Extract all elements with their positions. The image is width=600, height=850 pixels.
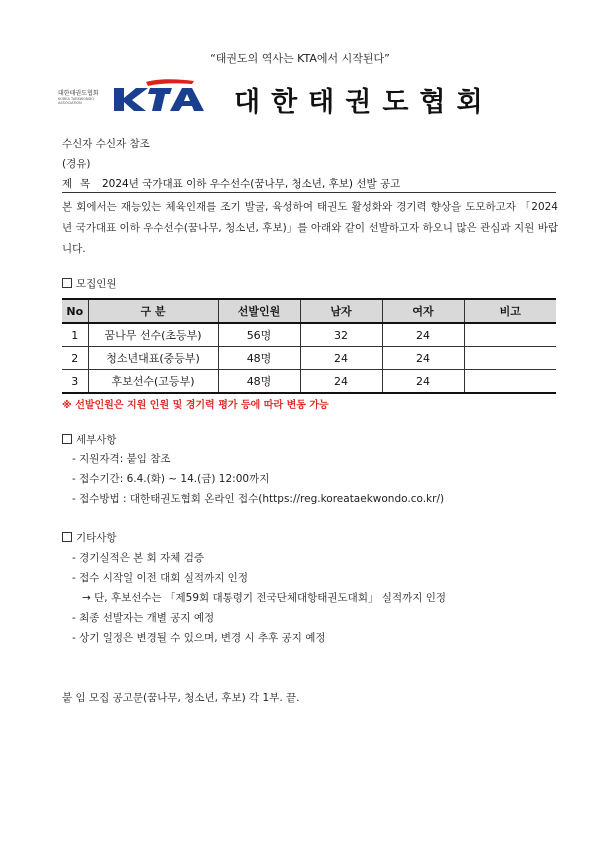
cell-category: 후보선수(고등부) bbox=[88, 370, 218, 394]
assoc-small-kr: 대한태권도협회 bbox=[58, 90, 99, 97]
recipient-line: 수신자 수신자 참조 bbox=[62, 138, 150, 150]
subject-label-2: 목 bbox=[80, 178, 91, 190]
section-other bbox=[62, 530, 117, 545]
org-name: 대한태권도협회 bbox=[234, 87, 494, 118]
assoc-small-en: KOREA TAEKWONDO ASSOCIATION bbox=[58, 97, 94, 105]
body-paragraph: 본 회에서는 재능있는 체육인재를 조기 발굴, 육성하여 태권도 활성화와 경기력 향상을 도모하고자 「2024년 국가대표 이하 우수선수(꿈나무, 청소년, 후보)」를 아래와 같이 선발하고자 하오니 많은 관심과 지원 바랍니다. bbox=[62, 201, 558, 255]
header-count: 선발인원 bbox=[218, 299, 300, 323]
cell-no: 2 bbox=[62, 347, 88, 370]
selection-notice: ※ 선발인원은 지원 인원 및 경기력 평가 등에 따라 변동 가능 bbox=[62, 400, 329, 411]
cell-count: 56명 bbox=[218, 323, 300, 347]
via-line: (경유) bbox=[62, 158, 91, 170]
subject-label-1: 제 bbox=[62, 178, 73, 190]
cell-male: 32 bbox=[300, 323, 382, 347]
cell-remarks bbox=[464, 347, 556, 370]
recruit-table bbox=[62, 298, 556, 394]
cell-count: 48명 bbox=[218, 347, 300, 370]
other-item-change: - 상기 일정은 변경될 수 있으며, 변경 시 추후 공지 예정 bbox=[72, 632, 326, 644]
header-female: 여자 bbox=[382, 299, 464, 323]
header-remarks: 비고 bbox=[464, 299, 556, 323]
section-other-label: 기타사항 bbox=[76, 532, 117, 544]
slogan: “태권도의 역사는 KTA에서 시작된다” bbox=[210, 52, 390, 65]
table-row bbox=[62, 370, 556, 394]
subject-value: 2024년 국가대표 이하 우수선수(꿈나무, 청소년, 후보) 선발 공고 bbox=[102, 178, 401, 190]
section-details bbox=[62, 432, 117, 447]
kta-logo-icon bbox=[112, 78, 212, 112]
letterhead bbox=[56, 76, 556, 116]
cell-no: 1 bbox=[62, 323, 88, 347]
section-recruit-label: 모집인원 bbox=[76, 278, 117, 290]
other-item-exception: → 단, 후보선수는 「제59회 대통령기 전국단체대항태권도대회」 실적까지 인정 bbox=[82, 592, 447, 604]
cell-category: 청소년대표(중등부) bbox=[88, 347, 218, 370]
header-category: 구 분 bbox=[88, 299, 218, 323]
section-details-label: 세부사항 bbox=[76, 434, 117, 446]
cell-remarks bbox=[464, 370, 556, 394]
checkbox-square-icon bbox=[62, 532, 72, 542]
header-no: No bbox=[62, 299, 88, 323]
cell-male: 24 bbox=[300, 370, 382, 394]
checkbox-square-icon bbox=[62, 278, 72, 288]
table-row bbox=[62, 323, 556, 347]
attachment-line: 붙 임 모집 공고문(꿈나무, 청소년, 후보) 각 1부. 끝. bbox=[62, 692, 300, 704]
table-row bbox=[62, 347, 556, 370]
cell-count: 48명 bbox=[218, 370, 300, 394]
checkbox-square-icon bbox=[62, 434, 72, 444]
assoc-small-label bbox=[58, 90, 110, 105]
cell-category: 꿈나무 선수(초등부) bbox=[88, 323, 218, 347]
cell-female: 24 bbox=[382, 323, 464, 347]
cell-no: 3 bbox=[62, 370, 88, 394]
header-male: 남자 bbox=[300, 299, 382, 323]
table-header-row bbox=[62, 299, 556, 323]
section-recruit bbox=[62, 276, 117, 291]
detail-item-method: - 접수방법 : 대한태권도협회 온라인 접수(https://reg.koreataekwondo.co.kr/) bbox=[72, 493, 445, 505]
detail-item-eligibility: - 지원자격: 붙임 참조 bbox=[72, 453, 171, 465]
other-item-period: - 접수 시작일 이전 대회 실적까지 인정 bbox=[72, 572, 248, 584]
cell-remarks bbox=[464, 323, 556, 347]
other-item-verify: - 경기실적은 본 회 자체 검증 bbox=[72, 552, 205, 564]
detail-item-period: - 접수기간: 6.4.(화) ~ 14.(금) 12:00까지 bbox=[72, 473, 270, 485]
subject-line bbox=[62, 176, 556, 193]
cell-female: 24 bbox=[382, 370, 464, 394]
cell-male: 24 bbox=[300, 347, 382, 370]
other-item-notify: - 최종 선발자는 개별 공지 예정 bbox=[72, 612, 215, 624]
cell-female: 24 bbox=[382, 347, 464, 370]
